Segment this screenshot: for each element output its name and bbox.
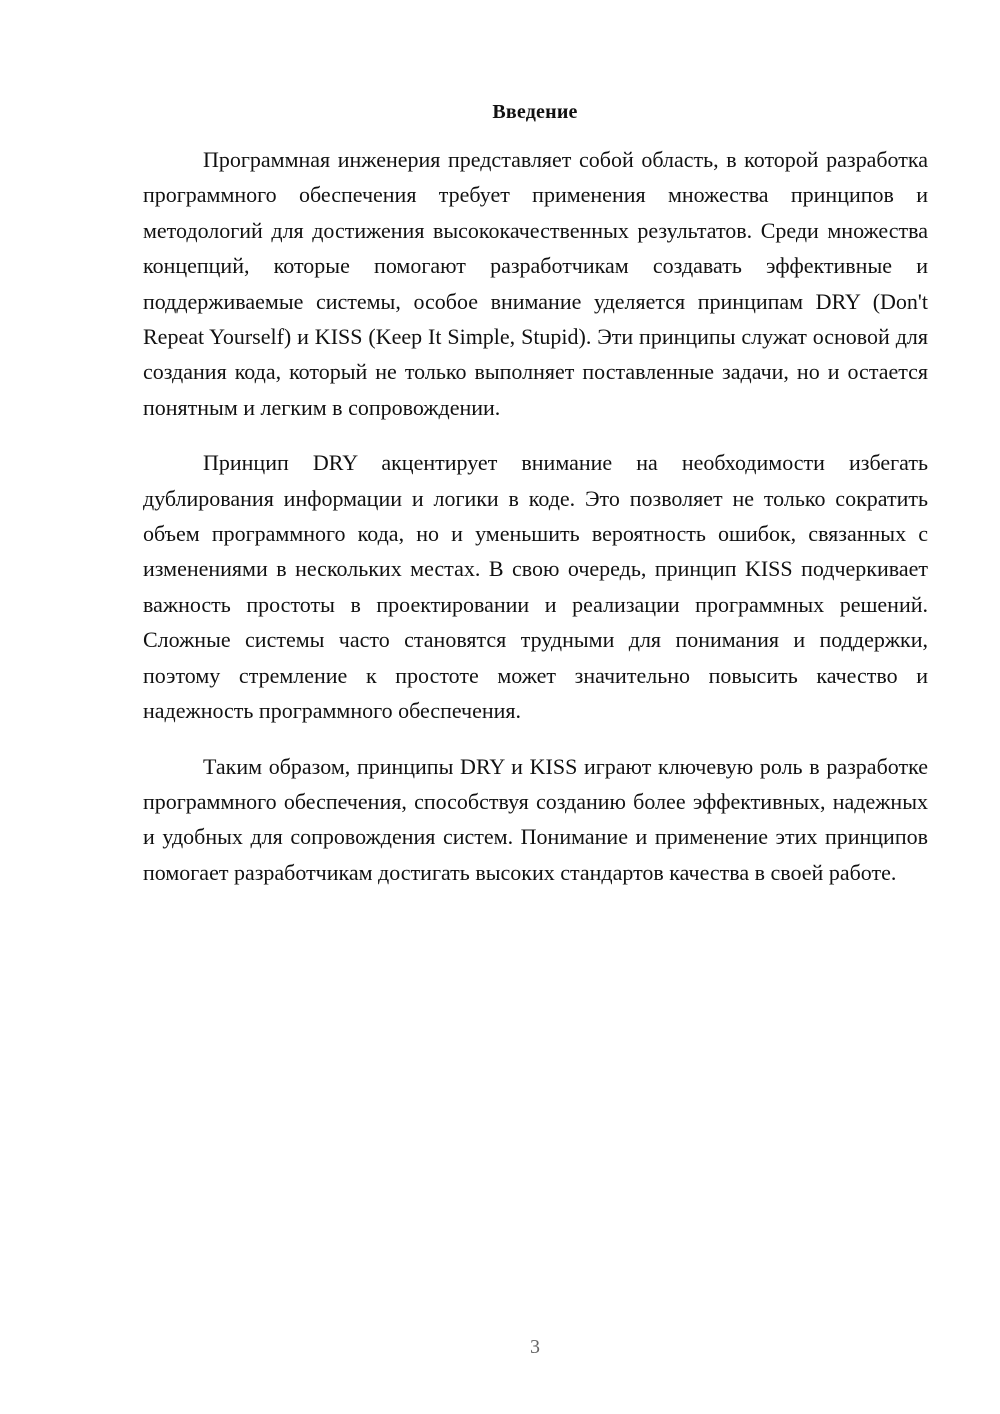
section-heading: Введение (492, 101, 578, 123)
page-number: 3 (530, 1336, 540, 1358)
paragraph-2: Принцип DRY акцентирует внимание на необходимости избегать дублирования информации и логики в коде. Это позволяет не только сократить объем программного кода, но и уменьшить вероятность ошибок, связанных с изменениями в нескольких местах. В свою очередь, принцип KISS подчеркивает важность простоты в проектировании и реализации программных решений. Сложные системы часто становятся трудными для понимания и поддержки, поэтому стремление к простоте может значительно повысить качество и надежность программного обеспечения. (143, 450, 928, 724)
paragraph-1: Программная инженерия представляет собой область, в которой разработка программного обеспечения требует применения множества принципов и методологий для достижения высококачественных результатов. Среди множества концепций, которые помогают разработчикам создавать эффективные и поддерживаемые системы, особое внимание уделяется принципам DRY (Don't Repeat Yourself) и KISS (Keep It Simple, Stupid). Эти принципы служат основой для создания кода, который не только выполняет поставленные задачи, но и остается понятным и легким в сопровождении. (143, 147, 928, 420)
paragraph-3: Таким образом, принципы DRY и KISS играют ключевую роль в разработке программного обеспечения, способствуя созданию более эффективных, надежных и удобных для сопровождения систем. Понимание и применение этих принципов помогает разработчикам достигать высоких стандартов качества в своей работе. (143, 753, 928, 885)
document-body (143, 142, 928, 890)
